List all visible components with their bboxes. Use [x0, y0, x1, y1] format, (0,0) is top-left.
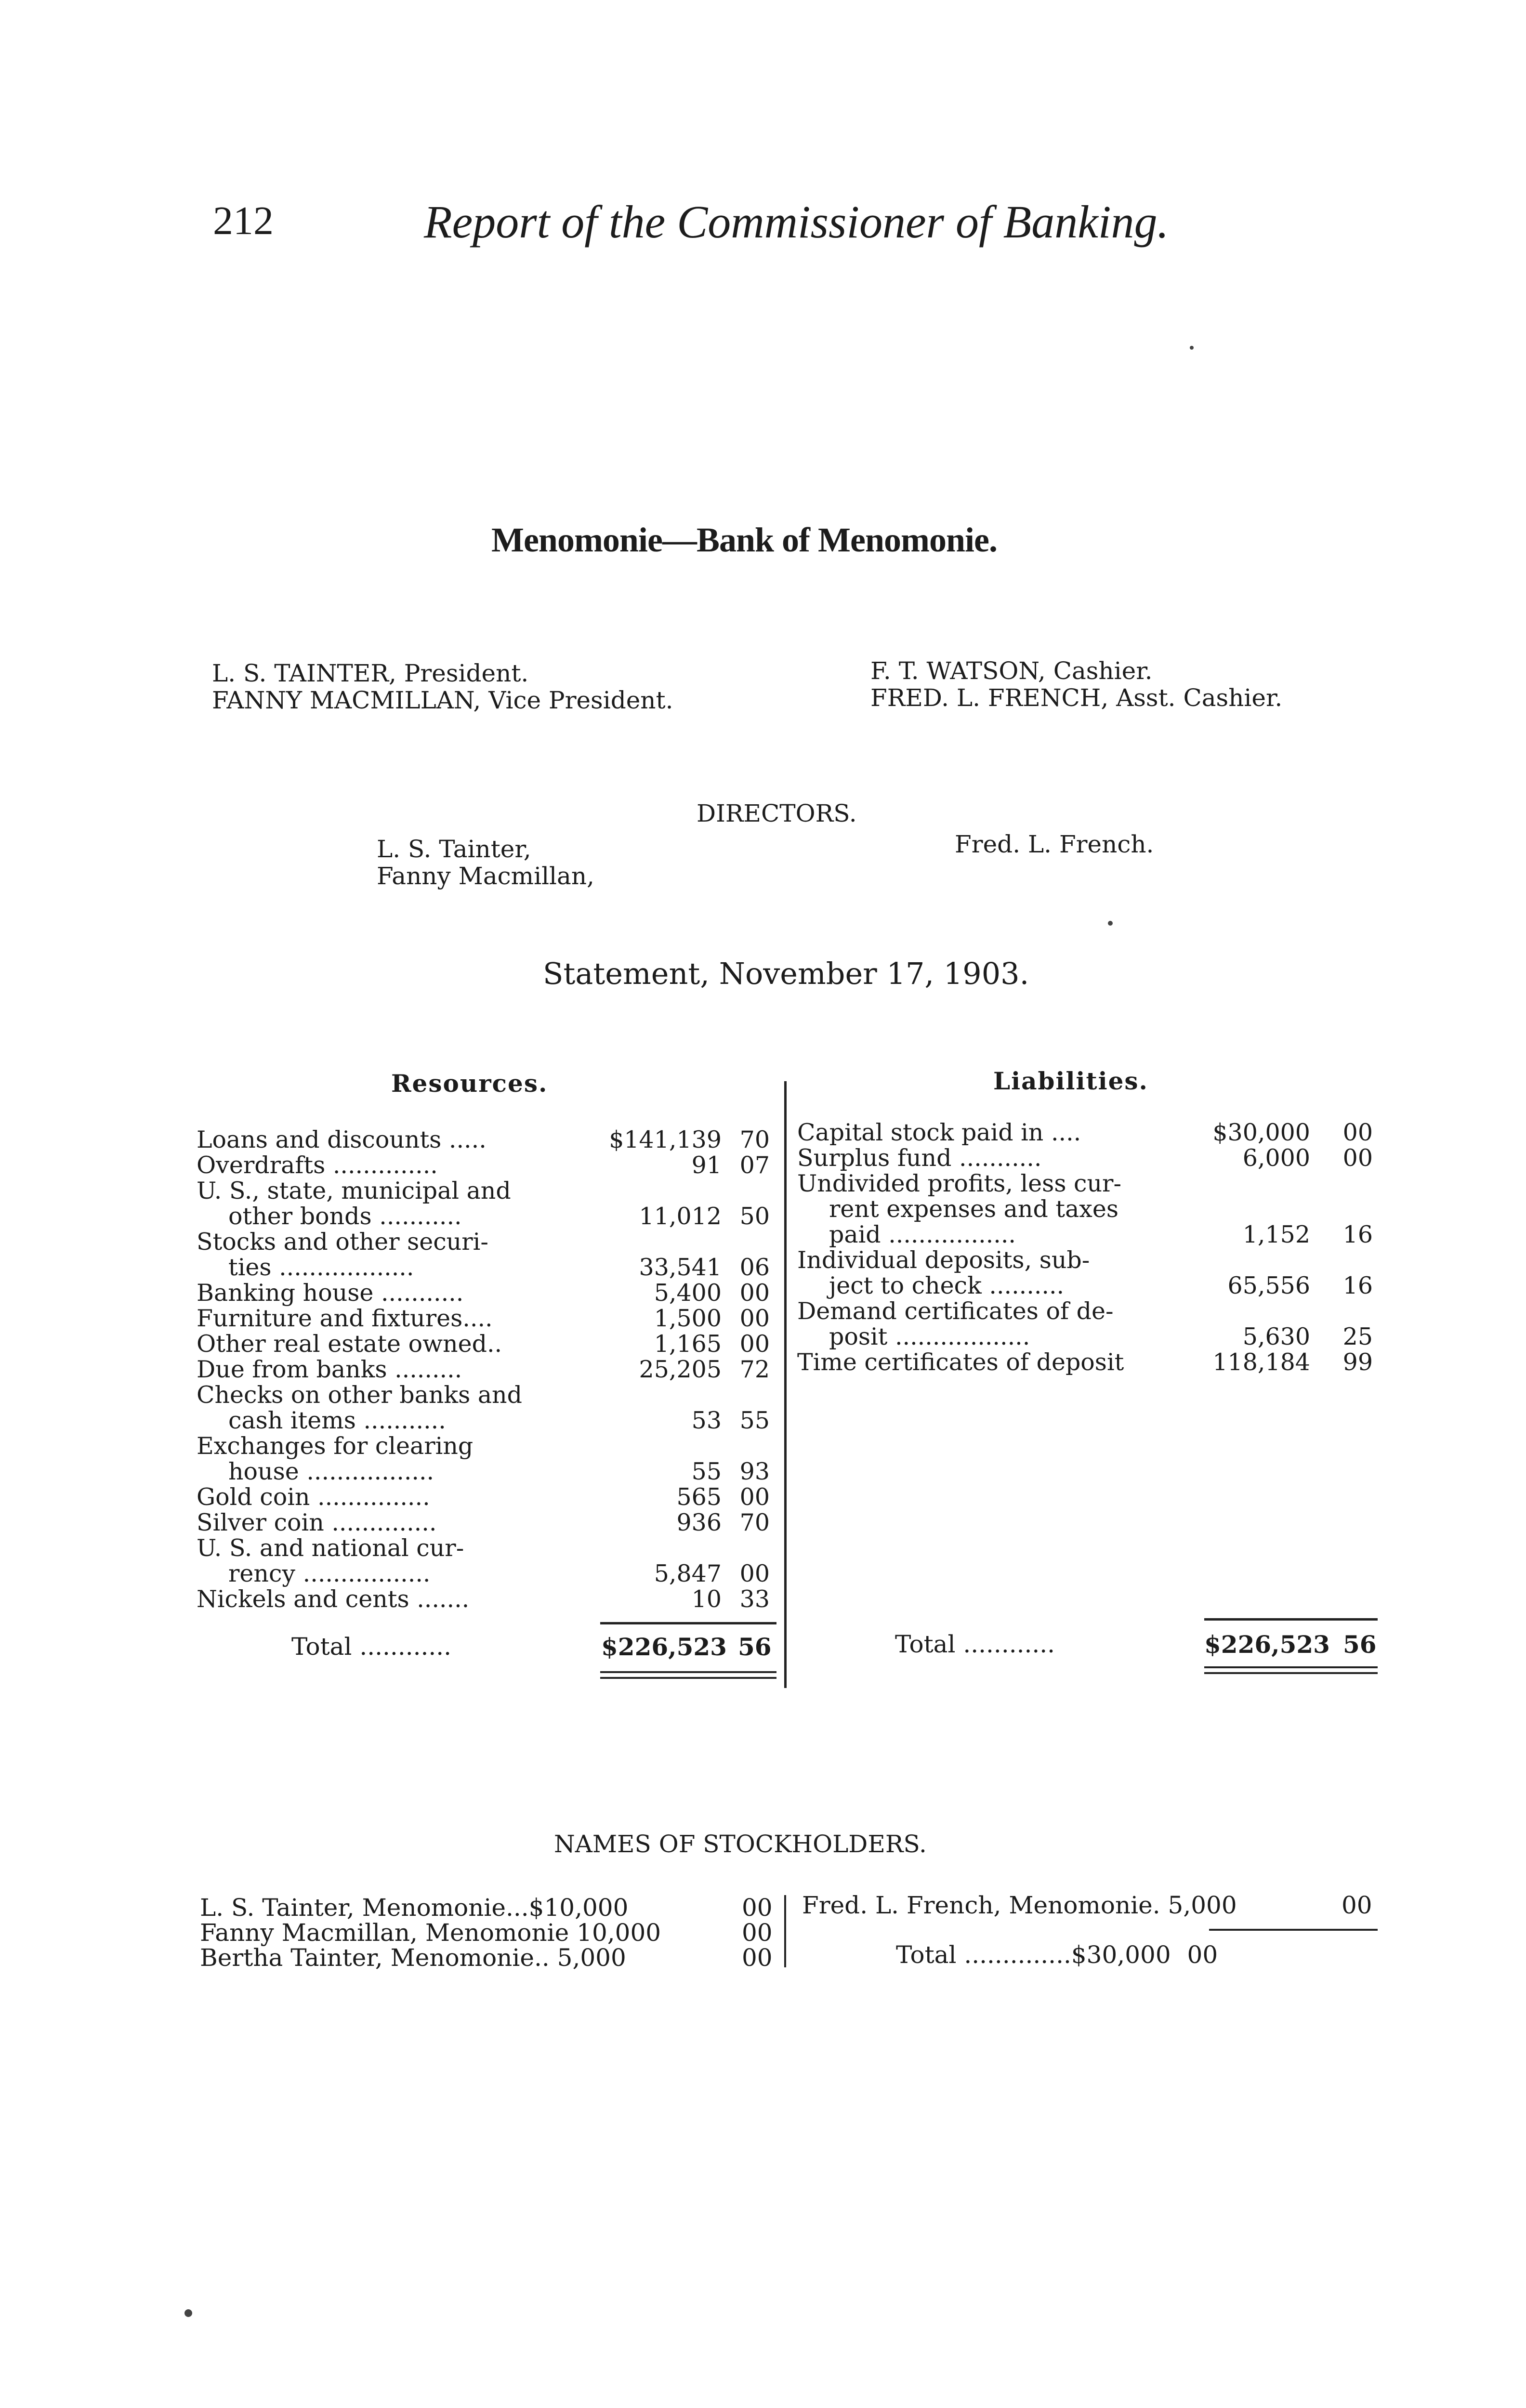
row-cents: 00 — [1342, 1144, 1373, 1172]
row-label: paid ................. — [829, 1221, 1016, 1248]
liability-row — [797, 1247, 1380, 1273]
resource-row — [197, 1433, 779, 1459]
row-label: Undivided profits, less cur- — [797, 1170, 1122, 1197]
stockholder-cents: 00 — [742, 1944, 773, 1972]
row-label: Furniture and fixtures.... — [197, 1305, 493, 1332]
row-cents: 50 — [739, 1203, 770, 1230]
row-dollars: 6,000 — [1242, 1144, 1310, 1172]
row-label: ject to check .......... — [829, 1272, 1065, 1299]
resource-row — [197, 1586, 779, 1612]
resource-row — [197, 1510, 779, 1535]
row-cents: 00 — [1342, 1119, 1373, 1146]
director-name: L. S. Tainter, — [377, 835, 531, 863]
liability-row — [797, 1298, 1380, 1324]
stockholder-row — [200, 1895, 778, 1920]
officers-right — [870, 657, 1282, 711]
resource-row — [197, 1204, 779, 1229]
row-dollars: 53 — [691, 1407, 722, 1434]
stockholder-cents: 00 — [1342, 1891, 1372, 1919]
stockholders-total — [896, 1941, 1218, 1969]
stockholders-total-cents: 00 — [1187, 1941, 1218, 1969]
row-dollars: 55 — [691, 1458, 722, 1485]
row-cents: 93 — [739, 1458, 770, 1485]
row-label: Demand certificates of de- — [797, 1297, 1114, 1325]
row-dollars: $141,139 — [609, 1126, 722, 1153]
stockholders-total-label: Total ..............$30,000 — [896, 1941, 1171, 1969]
row-label: rent expenses and taxes — [829, 1195, 1119, 1223]
liability-row — [797, 1222, 1380, 1247]
row-dollars: 65,556 — [1227, 1272, 1310, 1299]
stockholders-left — [200, 1895, 778, 1970]
resource-row — [197, 1127, 779, 1152]
stockholder-row — [200, 1945, 778, 1970]
statement-title: Statement, November 17, 1903. — [543, 956, 1029, 991]
stockholder-entry: L. S. Tainter, Menomonie...$10,000 — [200, 1894, 629, 1922]
row-label: Loans and discounts ..... — [197, 1126, 487, 1153]
liability-row — [797, 1324, 1380, 1349]
row-label: house ................. — [228, 1458, 434, 1485]
resource-row — [197, 1535, 779, 1561]
resource-row — [197, 1382, 779, 1408]
liability-row — [797, 1120, 1380, 1145]
row-cents: 25 — [1342, 1323, 1373, 1350]
director-name: Fanny Macmillan, — [377, 862, 594, 890]
row-dollars: 5,400 — [654, 1279, 722, 1307]
row-label: Stocks and other securi- — [197, 1228, 488, 1256]
resource-row — [197, 1280, 779, 1306]
row-dollars: 1,500 — [654, 1305, 722, 1332]
resources-heading: Resources. — [391, 1069, 548, 1098]
row-cents: 33 — [739, 1585, 770, 1613]
resource-row — [197, 1408, 779, 1433]
liabilities-total-dollars: $226,523 — [1204, 1630, 1330, 1659]
resources-total-rule — [600, 1622, 776, 1624]
liability-row — [797, 1171, 1380, 1196]
officer-asst-cashier: FRED. L. FRENCH, Asst. Cashier. — [870, 684, 1283, 712]
row-dollars: 565 — [676, 1483, 722, 1511]
liability-row — [797, 1349, 1380, 1375]
resource-row — [197, 1561, 779, 1586]
liabilities-table — [797, 1120, 1380, 1375]
row-label: rency ................. — [228, 1560, 431, 1587]
resource-row — [197, 1306, 779, 1331]
resource-row — [197, 1255, 779, 1280]
row-label: Nickels and cents ....... — [197, 1585, 470, 1613]
resources-double-rule — [600, 1671, 776, 1673]
officer-vice-president: FANNY MACMILLAN, Vice President. — [212, 686, 673, 714]
scan-speck — [184, 2309, 192, 2317]
row-dollars: 936 — [676, 1509, 722, 1536]
row-cents: 00 — [739, 1483, 770, 1511]
row-label: ties .................. — [228, 1254, 414, 1281]
resource-row — [197, 1357, 779, 1382]
row-label: U. S., state, municipal and — [197, 1177, 511, 1204]
row-cents: 16 — [1342, 1272, 1373, 1299]
stockholder-entry: Fred. L. French, Menomonie. 5,000 — [802, 1891, 1237, 1919]
resources-total-label: Total ............ — [291, 1633, 452, 1661]
row-cents: 00 — [739, 1305, 770, 1332]
row-dollars: 1,152 — [1242, 1221, 1310, 1248]
row-label: Banking house ........... — [197, 1279, 464, 1307]
liabilities-total-cents: 56 — [1343, 1630, 1377, 1659]
row-label: Overdrafts .............. — [197, 1152, 438, 1179]
row-label: Checks on other banks and — [197, 1381, 522, 1409]
row-label: cash items ........... — [228, 1407, 446, 1434]
row-cents: 70 — [739, 1509, 770, 1536]
stockholder-cents: 00 — [742, 1894, 773, 1922]
row-label: Gold coin ............... — [197, 1483, 430, 1511]
running-title: Report of the Commissioner of Banking. — [424, 196, 1169, 248]
liabilities-double-rule — [1204, 1672, 1378, 1674]
resource-row — [197, 1459, 779, 1484]
stockholders-heading: NAMES OF STOCKHOLDERS. — [554, 1830, 927, 1858]
officer-president: L. S. TAINTER, President. — [212, 659, 529, 687]
row-cents: 72 — [739, 1356, 770, 1383]
row-dollars: $30,000 — [1212, 1119, 1310, 1146]
bank-title: Menomonie—Bank of Menomonie. — [491, 521, 997, 559]
row-cents: 70 — [739, 1126, 770, 1153]
row-cents: 06 — [739, 1254, 770, 1281]
liabilities-total-rule — [1204, 1618, 1378, 1621]
resource-row — [197, 1178, 779, 1204]
liability-row — [797, 1273, 1380, 1298]
resources-total-cents: 56 — [738, 1633, 772, 1661]
row-dollars: 10 — [691, 1585, 722, 1613]
director-name: Fred. L. French. — [955, 830, 1154, 858]
resources-table — [197, 1127, 779, 1612]
liabilities-total-label: Total ............ — [895, 1630, 1055, 1658]
row-label: Capital stock paid in .... — [797, 1119, 1081, 1146]
row-label: Exchanges for clearing — [197, 1432, 474, 1460]
resource-row — [197, 1331, 779, 1357]
column-divider — [784, 1081, 787, 1688]
resource-row — [197, 1152, 779, 1178]
resource-row — [197, 1484, 779, 1510]
stockholder-row — [200, 1920, 778, 1945]
row-dollars: 33,541 — [639, 1254, 722, 1281]
row-label: Due from banks ......... — [197, 1356, 462, 1383]
row-label: posit .................. — [829, 1323, 1030, 1350]
officers-left — [212, 660, 673, 714]
row-cents: 99 — [1342, 1348, 1373, 1376]
directors-left — [377, 836, 594, 890]
stockholders-divider — [784, 1895, 786, 1967]
directors-heading: DIRECTORS. — [697, 799, 857, 827]
row-dollars: 5,847 — [654, 1560, 722, 1587]
row-cents: 16 — [1342, 1221, 1373, 1248]
row-cents: 00 — [739, 1330, 770, 1358]
row-dollars: 25,205 — [639, 1356, 722, 1383]
resource-row — [197, 1229, 779, 1255]
row-label: Individual deposits, sub- — [797, 1246, 1090, 1274]
stockholders-total-rule — [1209, 1929, 1378, 1931]
page-number: 212 — [213, 198, 274, 243]
row-dollars: 11,012 — [639, 1203, 722, 1230]
scan-speck — [1190, 346, 1194, 350]
stockholders-right — [802, 1893, 1380, 1918]
liabilities-heading: Liabilities. — [993, 1067, 1148, 1095]
row-cents: 55 — [739, 1407, 770, 1434]
stockholder-row — [802, 1893, 1380, 1918]
liability-row — [797, 1145, 1380, 1171]
officer-cashier: F. T. WATSON, Cashier. — [870, 657, 1153, 685]
resources-total-dollars: $226,523 — [601, 1633, 727, 1661]
stockholder-entry: Bertha Tainter, Menomonie.. 5,000 — [200, 1944, 626, 1972]
row-dollars: 91 — [691, 1152, 722, 1179]
scan-speck — [1108, 921, 1113, 926]
liabilities-double-rule — [1204, 1666, 1378, 1668]
directors-right — [955, 831, 1154, 858]
liability-row — [797, 1196, 1380, 1222]
row-cents: 00 — [739, 1279, 770, 1307]
row-dollars: 1,165 — [654, 1330, 722, 1358]
row-label: U. S. and national cur- — [197, 1534, 464, 1562]
row-dollars: 5,630 — [1242, 1323, 1310, 1350]
row-dollars: 118,184 — [1212, 1348, 1310, 1376]
row-cents: 07 — [739, 1152, 770, 1179]
row-label: other bonds ........... — [228, 1203, 462, 1230]
row-cents: 00 — [739, 1560, 770, 1587]
row-label: Other real estate owned.. — [197, 1330, 502, 1358]
stockholder-entry: Fanny Macmillan, Menomonie 10,000 — [200, 1919, 661, 1947]
row-label: Surplus fund ........... — [797, 1144, 1042, 1172]
row-label: Silver coin .............. — [197, 1509, 437, 1536]
row-label: Time certificates of deposit — [797, 1348, 1124, 1376]
resources-double-rule — [600, 1677, 776, 1679]
stockholder-cents: 00 — [742, 1919, 773, 1947]
